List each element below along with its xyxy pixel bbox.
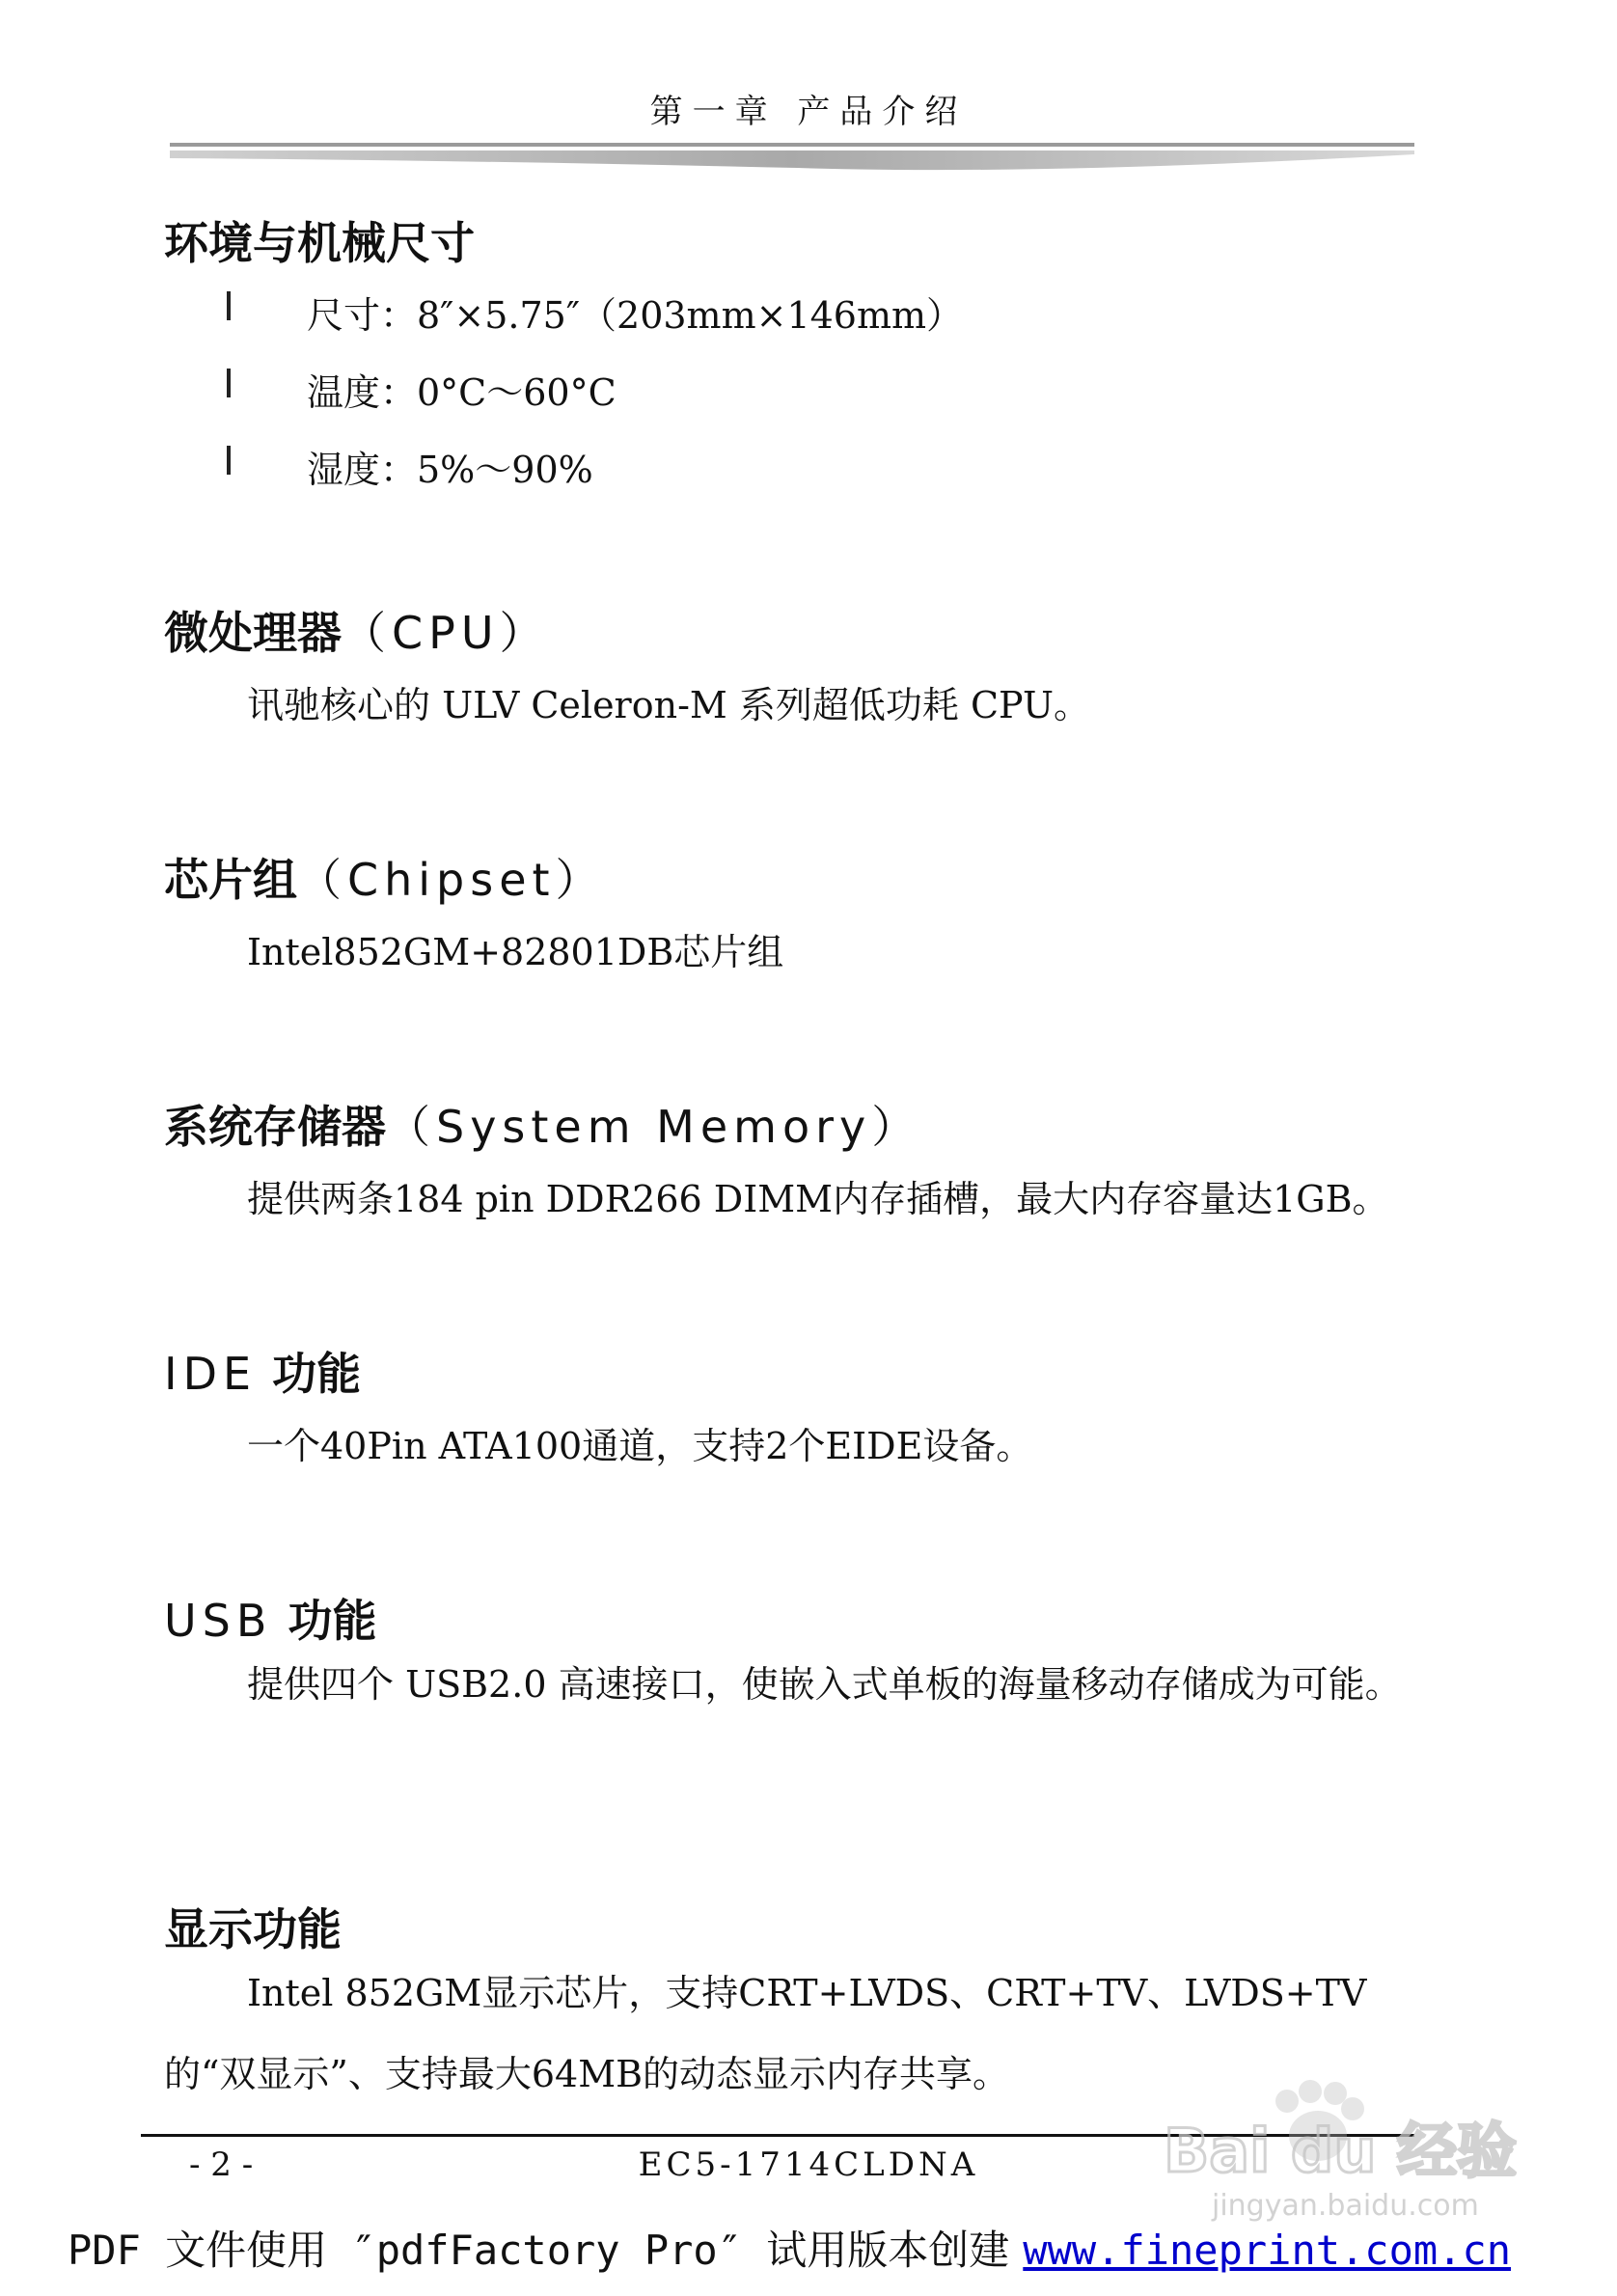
page-header-title: 第一章 产品介绍	[649, 93, 968, 131]
heading-latin: IDE	[164, 1348, 258, 1400]
heading-cn: 功能	[257, 1348, 362, 1400]
section-text-chipset: Intel852GM+82801DB芯片组	[247, 931, 784, 973]
heading-cn: 芯片组	[164, 854, 297, 906]
page-number: - 2 -	[189, 2146, 254, 2184]
section-heading-memory	[164, 1092, 921, 1156]
watermark-brand: Bai du 经验	[1164, 2116, 1518, 2186]
pdf-creator-note	[68, 2219, 1511, 2277]
bullet-marker	[227, 446, 231, 475]
bullet-marker	[227, 291, 231, 320]
section-text-memory: 提供两条184 pin DDR266 DIMM内存插槽，最大内存容量达1GB。	[247, 1178, 1389, 1220]
section-text-display: Intel 852GM显示芯片，支持CRT+LVDS、CRT+TV、LVDS+TV的“双显示”、支持最大64MB的动态显示内存共享。	[164, 1972, 1367, 2095]
header-divider	[170, 143, 1414, 176]
heading-cn: 系统存储器	[164, 1101, 386, 1153]
section-heading-environment: 环境与机械尺寸	[164, 217, 475, 269]
heading-cn: 微处理器	[164, 607, 342, 659]
heading-cn: 功能	[272, 1595, 377, 1647]
section-heading-usb	[164, 1586, 376, 1650]
bullet-text: 温度：0°C～60°C	[307, 371, 617, 414]
section-text-usb: 提供四个 USB2.0 高速接口，使嵌入式单板的海量移动存储成为可能。	[247, 1663, 1402, 1706]
section-text-cpu: 讯驰核心的 ULV Celeron-M 系列超低功耗 CPU。	[247, 684, 1090, 726]
heading-latin: （Chipset）	[297, 854, 606, 906]
section-heading-ide	[164, 1339, 361, 1403]
heading-latin: USB	[164, 1595, 273, 1647]
bullet-text: 尺寸：8″×5.75″（203mm×146mm）	[307, 294, 964, 337]
baidu-jingyan-watermark	[1154, 2080, 1530, 2225]
pdf-note-text: PDF 文件使用 ″pdfFactory Pro″ 试用版本创建	[68, 2227, 1010, 2274]
section-heading-cpu	[164, 598, 550, 662]
section-heading-display: 显示功能	[164, 1903, 342, 1955]
watermark-url: jingyan.baidu.com	[1212, 2189, 1479, 2223]
heading-latin: （System Memory）	[386, 1101, 922, 1153]
bullet-text: 湿度：5%～90%	[307, 449, 593, 491]
section-text-ide: 一个40Pin ATA100通道，支持2个EIDE设备。	[247, 1425, 1033, 1467]
model-number: EC5-1714CLDNA	[638, 2146, 979, 2184]
fineprint-link[interactable]: www.fineprint.com.cn	[1023, 2227, 1512, 2274]
section-heading-chipset	[164, 845, 606, 909]
bullet-marker	[227, 369, 231, 397]
heading-latin: （CPU）	[342, 607, 550, 659]
